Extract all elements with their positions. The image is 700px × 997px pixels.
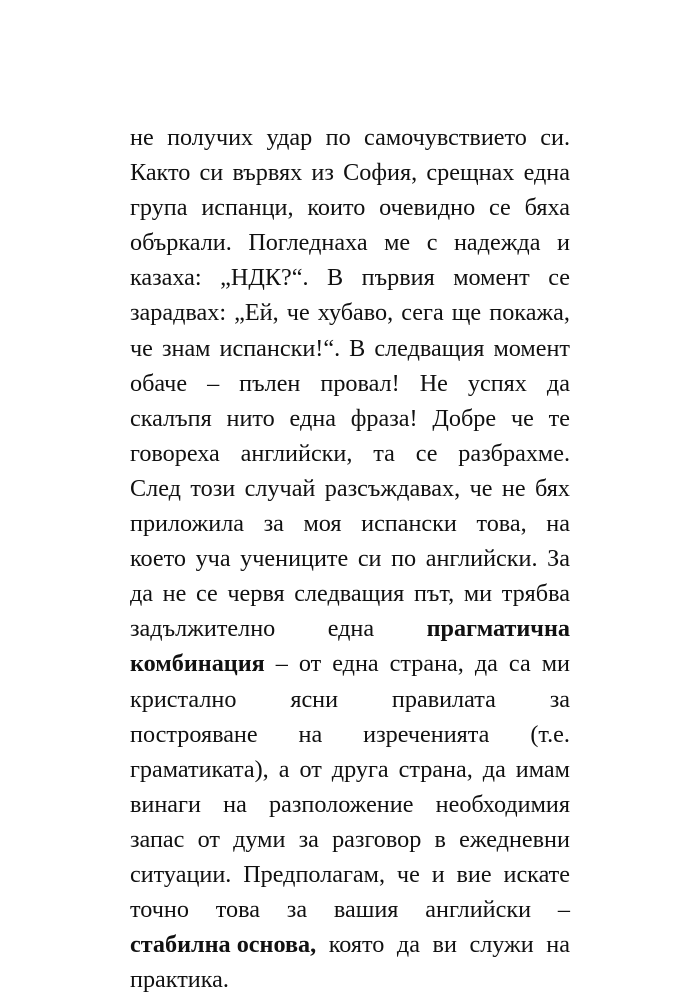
word: точно [130,896,189,924]
word: сега [401,299,444,327]
word: не [162,580,187,608]
word: удар [266,124,313,151]
word: че [510,404,534,432]
word: , [310,931,317,959]
word: че [286,299,310,327]
word: това [215,896,260,924]
word: на [546,931,570,959]
word: Погледнаха [248,229,368,257]
word: да [474,650,498,678]
word: и [556,229,570,257]
word: Не [419,369,448,397]
text-line [130,366,570,401]
word: от [197,825,220,853]
word: очевидно [379,194,476,222]
word: това, [476,510,527,538]
word: английски [425,896,532,924]
word: Както [130,159,191,187]
word: зарадвах: [130,299,227,327]
text-line [130,646,570,681]
word: за [549,685,570,713]
word: не [501,474,526,502]
word: че [396,860,420,888]
text-line [130,892,570,927]
word: – [275,650,288,678]
word: – [557,896,570,924]
word: група [130,194,188,222]
word: не [130,124,154,151]
word: бяха [524,194,570,222]
text-line [130,190,570,225]
word: практика. [130,966,229,994]
word: момент [453,264,530,292]
word: те [548,404,570,432]
bold-word: прагматична [426,615,570,643]
word: В [327,264,344,292]
word: разсъждавах, [324,474,461,502]
word: из [311,159,334,187]
word: които [307,194,366,222]
word: испански [361,510,457,538]
word: една [523,159,570,187]
word: говореха [130,439,220,467]
word: следващия [374,334,485,362]
word: „НДК?“. [220,264,309,292]
word: та [373,439,395,467]
text-line [130,717,570,752]
word: думи [233,825,286,853]
word: една [332,650,379,678]
text-line [130,822,570,857]
word: първия [361,264,435,292]
word: в [434,825,446,853]
word: В [349,334,366,362]
word: граматиката), [130,755,269,783]
word: правилата [391,685,496,713]
bold-word: стабилна основа, [130,927,316,962]
text-line [130,541,570,576]
text-line [130,120,570,155]
word: английски. [425,545,538,573]
text-line [130,331,570,366]
word: трябва [501,580,570,608]
word: следващия [294,580,405,608]
word: да [396,931,420,959]
word: учениците [240,545,349,573]
word: друга [331,755,389,783]
word: разположение [269,790,414,818]
word: фраза! [350,404,418,432]
word: на [298,720,323,748]
word: са [508,650,531,678]
body-paragraph [130,120,570,997]
text-line [130,506,570,541]
word: от [299,755,322,783]
word: по [325,124,351,151]
word: получих [167,124,254,151]
word: служи [469,931,534,959]
text-line [130,401,570,436]
word: да [482,755,506,783]
word: с [426,229,438,257]
word: искате [503,860,570,888]
word: испанци, [201,194,294,222]
word: хубаво, [317,299,394,327]
word: страна, [398,755,473,783]
word: една [289,404,336,432]
text-line [130,962,570,997]
word: объркали. [130,229,232,257]
word: построяване [130,720,258,748]
word: приложила [130,510,245,538]
word: ясни [290,685,339,713]
word: необходимия [435,790,570,818]
word: срещнах [426,159,515,187]
word: бях [535,474,570,502]
word: си. [540,124,570,151]
word: вие [456,860,492,888]
word: ви [432,931,457,959]
word: червя [227,580,285,608]
word: се [548,264,570,292]
word: ще [451,299,482,327]
word: страна, [389,650,464,678]
word: ежедневни [459,825,570,853]
word: провал! [320,369,400,397]
word: се [489,194,511,222]
word: което [130,545,186,573]
word: която [328,931,385,959]
word: покажа, [489,299,570,327]
word: ми [463,580,493,608]
word: запас [130,825,185,853]
word: (т.е. [530,720,570,748]
text-line [130,295,570,330]
word: че [130,334,153,362]
word: момент [493,334,570,362]
text-line [130,611,570,646]
word: разговор [332,825,422,853]
word: се [415,439,438,467]
word: надежда [453,229,541,257]
word: ме [384,229,411,257]
word: и [431,860,445,888]
text-line [130,682,570,717]
word: обаче [130,369,188,397]
bold-word: комбинация [130,650,265,678]
word: имам [515,755,570,783]
word: английски, [240,439,353,467]
text-line [130,787,570,822]
word: си [357,545,382,573]
text-line [130,436,570,471]
word: а [278,755,290,783]
word: казаха: [130,264,202,292]
word: задължително [130,615,276,643]
word: „Ей, [234,299,279,327]
word: нито [226,404,275,432]
bold-word: основа [236,931,311,959]
word: ситуации. [130,860,232,888]
word: знам [161,334,211,362]
text-line [130,471,570,506]
word: на [223,790,247,818]
text-line [130,857,570,892]
word: си [199,159,224,187]
word: пълен [239,369,301,397]
text-line [130,225,570,260]
word: София, [343,159,418,187]
word: една [327,615,375,643]
word: да [130,580,154,608]
word: успях [467,369,527,397]
word: Добре [432,404,497,432]
word: от [298,650,322,678]
word: че [469,474,493,502]
word: скалъпя [130,404,212,432]
word: моя [303,510,342,538]
word: на [546,510,570,538]
word: се [195,580,218,608]
word: случай [244,474,316,502]
word: за [286,896,308,924]
word: да [546,369,570,397]
text-line [130,155,570,190]
word: изреченията [363,720,490,748]
word: винаги [130,790,201,818]
word: испански!“. [219,334,341,362]
word: вашия [333,896,399,924]
word: разбрахме. [458,439,570,467]
text-line [130,260,570,295]
text-line [130,752,570,787]
word: кристално [130,685,237,713]
text-line [130,576,570,611]
word: за [298,825,319,853]
word: по [391,545,417,573]
word: – [207,369,220,397]
word: за [263,510,284,538]
word: уча [195,545,231,573]
word: път, [413,580,455,608]
word: самочувствието [364,124,527,151]
word: След [130,474,181,502]
word: този [190,474,236,502]
word: ми [541,650,570,678]
word: Предполагам, [243,860,386,888]
word: вървях [232,159,303,187]
text-line [130,927,570,962]
word: За [547,545,570,573]
